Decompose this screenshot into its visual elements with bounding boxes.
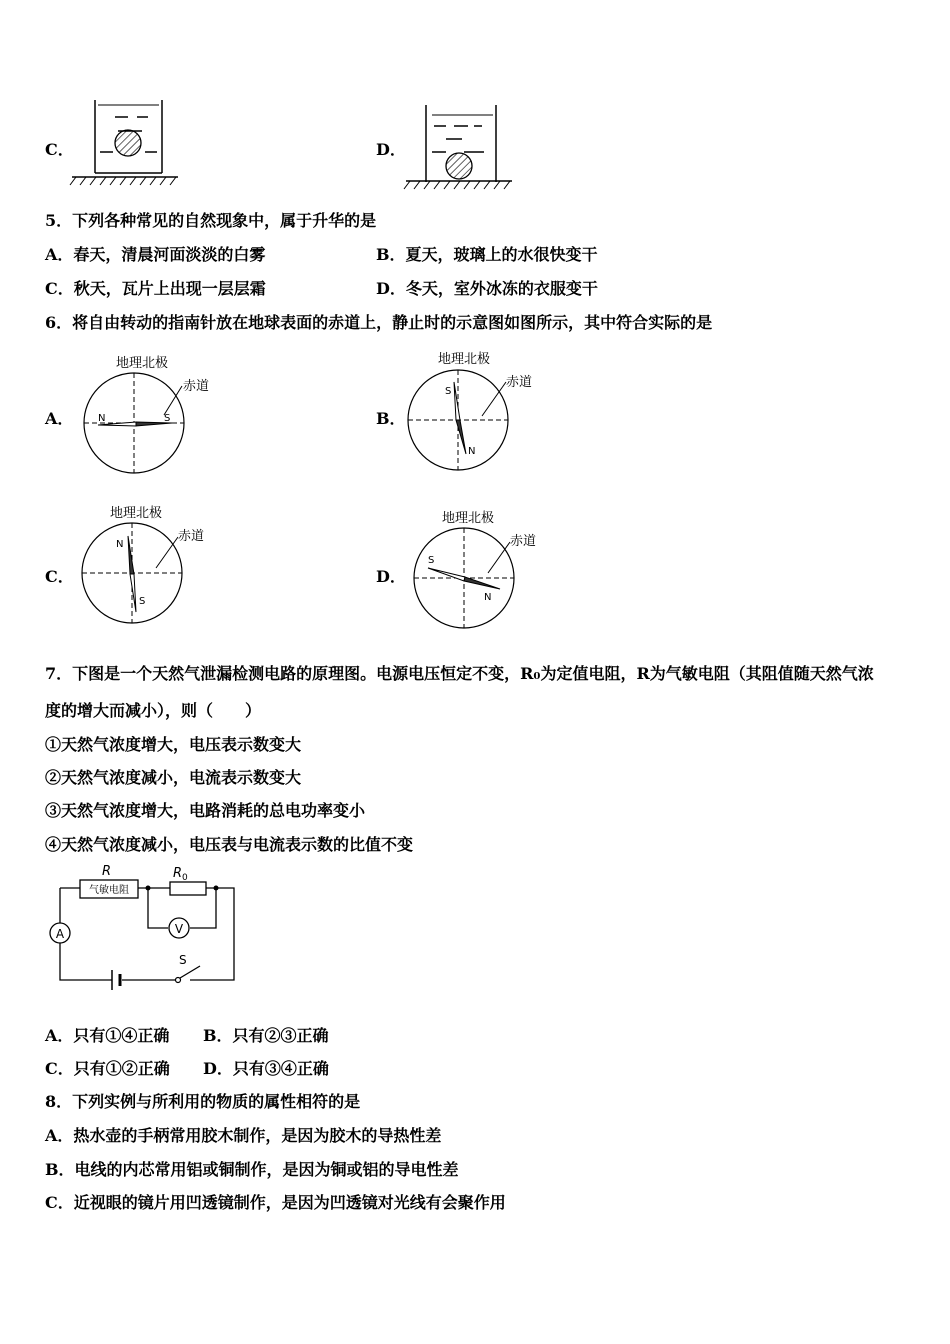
q5-option-a[interactable]: A．春天，清晨河面淡淡的白雾 — [45, 245, 266, 264]
q8-option-b[interactable]: B．电线的内芯常用铝或铜制作，是因为铜或铝的导电性差 — [45, 1160, 459, 1179]
svg-text:S: S — [139, 596, 146, 607]
q4-option-d-label[interactable]: D． — [376, 140, 406, 159]
q7-option-c[interactable]: C．只有①②正确 — [45, 1059, 170, 1078]
q7-stem-line1: 7．下图是一个天然气泄漏检测电路的原理图。电源电压恒定不变，R₀为定值电阻，R为气敏电阻（其阻值随天然气浓 — [45, 664, 874, 683]
svg-text:S: S — [428, 555, 435, 566]
svg-text:N: N — [98, 413, 106, 424]
q5-option-b[interactable]: B．夏天，玻璃上的水很快变干 — [376, 245, 598, 264]
svg-text:气敏电阻: 气敏电阻 — [89, 885, 129, 896]
q6-option-c-label[interactable]: C． — [45, 567, 74, 586]
svg-text:赤道: 赤道 — [178, 529, 205, 544]
svg-text:S: S — [445, 386, 452, 397]
q7-option-b[interactable]: B．只有②③正确 — [203, 1026, 329, 1045]
svg-text:地理北极: 地理北极 — [116, 356, 169, 371]
q8-stem: 8．下列实例与所利用的物质的属性相符的是 — [45, 1092, 361, 1111]
q8-option-a[interactable]: A．热水壶的手柄常用胶木制作，是因为胶木的导热性差 — [45, 1126, 442, 1145]
svg-text:地理北极: 地理北极 — [110, 506, 163, 521]
q6-option-d-label[interactable]: D． — [376, 567, 406, 586]
q6-option-b-label[interactable]: B． — [376, 409, 406, 428]
beaker-c-figure — [70, 95, 180, 190]
q6-option-a-label[interactable]: A． — [45, 409, 74, 428]
gas-detector-circuit — [40, 860, 250, 1000]
q7-statement-4: ④天然气浓度减小，电压表与电流表示数的比值不变 — [45, 835, 414, 854]
compass-c-figure — [76, 500, 216, 630]
q5-stem: 5．下列各种常见的自然现象中，属于升华的是 — [45, 211, 377, 230]
svg-text:地理北极: 地理北极 — [442, 511, 495, 526]
q7-option-d[interactable]: D．只有③④正确 — [203, 1059, 329, 1078]
svg-text:S: S — [164, 413, 171, 424]
q8-option-c[interactable]: C．近视眼的镜片用凹透镜制作，是因为凹透镜对光线有会聚作用 — [45, 1193, 506, 1212]
q4-option-c-label[interactable]: C． — [45, 140, 74, 159]
compass-b-figure — [402, 346, 542, 476]
svg-text:赤道: 赤道 — [506, 375, 533, 390]
svg-text:赤道: 赤道 — [510, 534, 537, 549]
q6-stem: 6．将自由转动的指南针放在地球表面的赤道上，静止时的示意图如图所示，其中符合实际的是 — [45, 313, 713, 332]
svg-text:N: N — [468, 446, 476, 457]
svg-text:R: R — [173, 866, 183, 881]
svg-text:S: S — [179, 953, 187, 967]
svg-text:N: N — [484, 592, 492, 603]
svg-text:V: V — [174, 922, 184, 936]
svg-text:N: N — [116, 539, 124, 550]
compass-d-figure — [408, 505, 548, 635]
compass-a-figure — [80, 350, 220, 480]
q7-statement-3: ③天然气浓度增大，电路消耗的总电功率变小 — [45, 801, 366, 820]
q5-option-d[interactable]: D．冬天，室外冰冻的衣服变干 — [376, 279, 598, 298]
q5-option-c[interactable]: C．秋天，瓦片上出现一层层霜 — [45, 279, 266, 298]
q7-statement-1: ①天然气浓度增大，电压表示数变大 — [45, 735, 302, 754]
q7-option-a[interactable]: A．只有①④正确 — [45, 1026, 170, 1045]
svg-text:0: 0 — [182, 873, 188, 883]
svg-text:R: R — [102, 864, 112, 879]
beaker-d-figure — [404, 100, 514, 195]
svg-text:地理北极: 地理北极 — [438, 352, 491, 367]
svg-text:A: A — [55, 927, 65, 941]
q7-stem-line2: 度的增大而减小），则（ ） — [45, 701, 262, 720]
q7-statement-2: ②天然气浓度减小，电流表示数变大 — [45, 768, 302, 787]
svg-text:赤道: 赤道 — [183, 379, 210, 394]
